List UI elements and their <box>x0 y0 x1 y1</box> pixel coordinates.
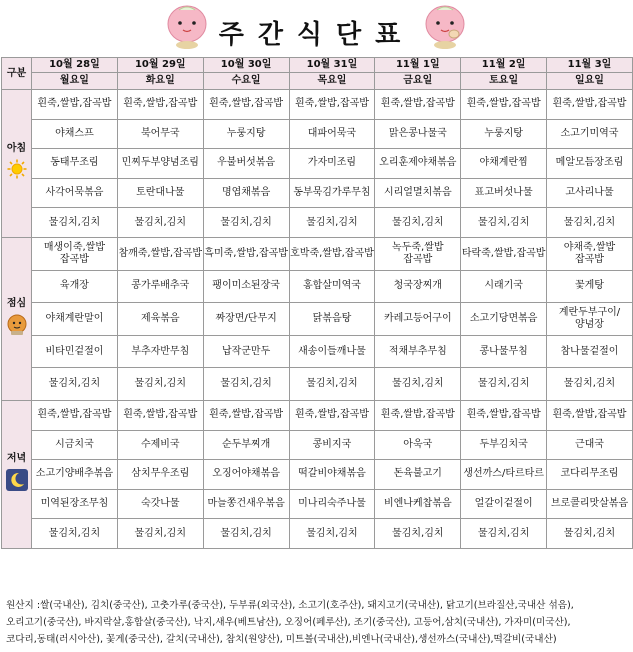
meal-row <box>2 335 633 368</box>
menu-cell: 야채계란말이 <box>32 303 118 336</box>
menu-cell: 미역된장조무침 <box>32 489 118 519</box>
meal-row <box>2 208 633 238</box>
lunch-character-icon <box>6 314 28 340</box>
menu-cell: 물김치,김치 <box>461 208 547 238</box>
menu-cell: 시리얼멸치볶음 <box>375 178 461 208</box>
menu-cell: 야채스프 <box>32 119 118 149</box>
menu-cell: 야채죽,쌀밥 잡곡밥 <box>547 237 633 270</box>
menu-cell: 북어무국 <box>117 119 203 149</box>
meal-label-cell <box>2 400 32 548</box>
meal-row <box>2 400 633 430</box>
meal-row <box>2 237 633 270</box>
menu-cell: 야채계란찜 <box>461 149 547 179</box>
origin-line: 오리고기(중국산), 바지락살,홍합살(중국산), 낙지,새우(베트남산), 오징어(페루산), 조기(중국산), 고등어,삼치(국내산), 가자미(미국산), <box>6 617 571 628</box>
menu-cell: 미나리숙주나물 <box>289 489 375 519</box>
date-header: 10월 31일 <box>289 58 375 73</box>
day-header: 금요일 <box>375 73 461 90</box>
menu-cell: 수제비국 <box>117 430 203 460</box>
menu-cell: 사각어묵볶음 <box>32 178 118 208</box>
menu-cell: 흰죽,쌀밥,잡곡밥 <box>289 400 375 430</box>
peach-character-icon <box>423 2 467 50</box>
menu-cell: 소고기미역국 <box>547 119 633 149</box>
menu-cell: 흰죽,쌀밥,잡곡밥 <box>375 400 461 430</box>
header <box>0 0 633 56</box>
menu-cell: 흰죽,쌀밥,잡곡밥 <box>203 400 289 430</box>
menu-cell: 타락죽,쌀밥,잡곡밥 <box>461 237 547 270</box>
menu-cell: 돈육불고기 <box>375 460 461 490</box>
menu-cell: 홍합살미역국 <box>289 270 375 303</box>
menu-cell: 맑은콩나물국 <box>375 119 461 149</box>
weekly-menu-table <box>1 57 633 549</box>
origin-line: 원산지 :쌀(국내산), 김치(중국산), 고춧가루(중국산), 두부류(외국산), 소고기(호주산), 돼지고기(국내산), 닭고기(브라질산,국내산 섞음), <box>6 600 574 611</box>
menu-cell: 물김치,김치 <box>375 368 461 401</box>
menu-cell: 물김치,김치 <box>289 519 375 549</box>
date-header: 10월 30일 <box>203 58 289 73</box>
menu-cell: 납작군만두 <box>203 335 289 368</box>
menu-cell: 흰죽,쌀밥,잡곡밥 <box>203 90 289 120</box>
menu-cell: 참깨죽,쌀밥,잡곡밥 <box>117 237 203 270</box>
menu-cell: 흰죽,쌀밥,잡곡밥 <box>117 90 203 120</box>
date-header: 11월 1일 <box>375 58 461 73</box>
menu-cell: 매생이죽,쌀밥 잡곡밥 <box>32 237 118 270</box>
menu-cell: 녹두죽,쌀밥 잡곡밥 <box>375 237 461 270</box>
menu-cell: 토란대나물 <box>117 178 203 208</box>
menu-cell: 물김치,김치 <box>547 519 633 549</box>
day-header: 화요일 <box>117 73 203 90</box>
menu-cell: 새송이들깨나물 <box>289 335 375 368</box>
menu-cell: 팽이미소된장국 <box>203 270 289 303</box>
date-header: 11월 2일 <box>461 58 547 73</box>
day-header: 목요일 <box>289 73 375 90</box>
menu-cell: 비엔나케찹볶음 <box>375 489 461 519</box>
meal-row <box>2 178 633 208</box>
menu-cell: 흰죽,쌀밥,잡곡밥 <box>32 400 118 430</box>
menu-cell: 삼치무우조림 <box>117 460 203 490</box>
menu-cell: 얼갈이겉절이 <box>461 489 547 519</box>
meal-row <box>2 149 633 179</box>
menu-cell: 아욱국 <box>375 430 461 460</box>
meal-row <box>2 489 633 519</box>
menu-cell: 흰죽,쌀밥,잡곡밥 <box>32 90 118 120</box>
menu-cell: 동부묵김가루무침 <box>289 178 375 208</box>
menu-cell: 물김치,김치 <box>375 208 461 238</box>
meal-row <box>2 519 633 549</box>
menu-cell: 흰죽,쌀밥,잡곡밥 <box>547 90 633 120</box>
menu-cell: 메알모듬장조림 <box>547 149 633 179</box>
menu-cell: 흰죽,쌀밥,잡곡밥 <box>547 400 633 430</box>
origin-line: 코다리,동태(러시아산), 꽃게(중국산), 갈치(국내산), 참치(원양산), 미트볼(국내산),비엔나(국내산),생선까스(국내산),떡갈비(국내산) <box>6 634 557 645</box>
menu-cell: 소고기양배추볶음 <box>32 460 118 490</box>
menu-cell: 제육볶음 <box>117 303 203 336</box>
day-header: 토요일 <box>461 73 547 90</box>
meal-row <box>2 90 633 120</box>
menu-body <box>2 90 633 549</box>
menu-cell: 표고버섯나물 <box>461 178 547 208</box>
menu-cell: 물김치,김치 <box>117 208 203 238</box>
menu-cell: 계란두부구이/ 양념장 <box>547 303 633 336</box>
menu-cell: 물김치,김치 <box>203 368 289 401</box>
menu-cell: 고사리나물 <box>547 178 633 208</box>
menu-cell: 콩비지국 <box>289 430 375 460</box>
meal-label: 점심 <box>6 297 27 309</box>
meal-row <box>2 460 633 490</box>
menu-cell: 물김치,김치 <box>117 519 203 549</box>
menu-cell: 참나물겉절이 <box>547 335 633 368</box>
menu-cell: 짜장면/단무지 <box>203 303 289 336</box>
meal-label: 아침 <box>6 143 27 155</box>
menu-cell: 물김치,김치 <box>32 208 118 238</box>
menu-cell: 호박죽,쌀밥,잡곡밥 <box>289 237 375 270</box>
menu-cell: 꽃게탕 <box>547 270 633 303</box>
menu-cell: 동태무조림 <box>32 149 118 179</box>
date-header: 10월 28일 <box>32 58 118 73</box>
gubun-header: 구분 <box>2 58 32 90</box>
menu-cell: 콩가루배추국 <box>117 270 203 303</box>
menu-cell: 흰죽,쌀밥,잡곡밥 <box>289 90 375 120</box>
date-header: 11월 3일 <box>547 58 633 73</box>
menu-cell: 두부김치국 <box>461 430 547 460</box>
menu-cell: 누룽지탕 <box>203 119 289 149</box>
date-header: 10월 29일 <box>117 58 203 73</box>
moon-icon <box>6 469 28 495</box>
menu-cell: 콩나물무침 <box>461 335 547 368</box>
menu-cell: 부추자반무침 <box>117 335 203 368</box>
day-header: 수요일 <box>203 73 289 90</box>
menu-cell: 흰죽,쌀밥,잡곡밥 <box>375 90 461 120</box>
menu-cell: 카레고등어구이 <box>375 303 461 336</box>
menu-cell: 물김치,김치 <box>461 519 547 549</box>
meal-label-cell <box>2 90 32 238</box>
menu-cell: 닭볶음탕 <box>289 303 375 336</box>
meal-row <box>2 430 633 460</box>
menu-cell: 시금치국 <box>32 430 118 460</box>
menu-cell: 물김치,김치 <box>203 208 289 238</box>
menu-cell: 물김치,김치 <box>461 368 547 401</box>
meal-label: 저녁 <box>6 453 27 465</box>
sun-icon <box>7 159 27 183</box>
menu-cell: 마늘쫑건새우볶음 <box>203 489 289 519</box>
menu-cell: 누룽지탕 <box>461 119 547 149</box>
menu-cell: 대파어묵국 <box>289 119 375 149</box>
menu-cell: 떡갈비야채볶음 <box>289 460 375 490</box>
menu-cell: 오징어야채볶음 <box>203 460 289 490</box>
menu-cell: 브로콜리맛살볶음 <box>547 489 633 519</box>
menu-cell: 코다리무조림 <box>547 460 633 490</box>
menu-cell: 숙갓나물 <box>117 489 203 519</box>
menu-cell: 육개장 <box>32 270 118 303</box>
meal-row <box>2 368 633 401</box>
menu-cell: 시래기국 <box>461 270 547 303</box>
menu-cell: 흰죽,쌀밥,잡곡밥 <box>461 90 547 120</box>
menu-cell: 순두부찌개 <box>203 430 289 460</box>
menu-cell: 물김치,김치 <box>289 208 375 238</box>
menu-cell: 물김치,김치 <box>117 368 203 401</box>
menu-cell: 민찌두부양념조림 <box>117 149 203 179</box>
menu-cell: 물김치,김치 <box>547 208 633 238</box>
menu-cell: 물김치,김치 <box>32 519 118 549</box>
menu-cell: 흑미죽,쌀밥,잡곡밥 <box>203 237 289 270</box>
menu-cell: 근대국 <box>547 430 633 460</box>
menu-cell: 가자미조림 <box>289 149 375 179</box>
page-title: 주간식단표 <box>218 20 415 50</box>
menu-cell: 물김치,김치 <box>375 519 461 549</box>
menu-cell: 청국장찌개 <box>375 270 461 303</box>
menu-cell: 물김치,김치 <box>203 519 289 549</box>
menu-cell: 명엽채볶음 <box>203 178 289 208</box>
meal-row <box>2 303 633 336</box>
menu-cell: 소고기당면볶음 <box>461 303 547 336</box>
meal-label-cell <box>2 237 32 400</box>
menu-cell: 흰죽,쌀밥,잡곡밥 <box>461 400 547 430</box>
meal-row <box>2 119 633 149</box>
menu-cell: 오리훈제야채볶음 <box>375 149 461 179</box>
menu-cell: 우불버섯볶음 <box>203 149 289 179</box>
menu-cell: 흰죽,쌀밥,잡곡밥 <box>117 400 203 430</box>
meal-row <box>2 270 633 303</box>
menu-cell: 비타민겉절이 <box>32 335 118 368</box>
origin-info <box>6 597 631 648</box>
day-header: 일요일 <box>547 73 633 90</box>
menu-cell: 물김치,김치 <box>289 368 375 401</box>
menu-cell: 물김치,김치 <box>547 368 633 401</box>
menu-cell: 적채부추무침 <box>375 335 461 368</box>
menu-cell: 생선까스/타르타르 <box>461 460 547 490</box>
day-header: 월요일 <box>32 73 118 90</box>
menu-cell: 물김치,김치 <box>32 368 118 401</box>
